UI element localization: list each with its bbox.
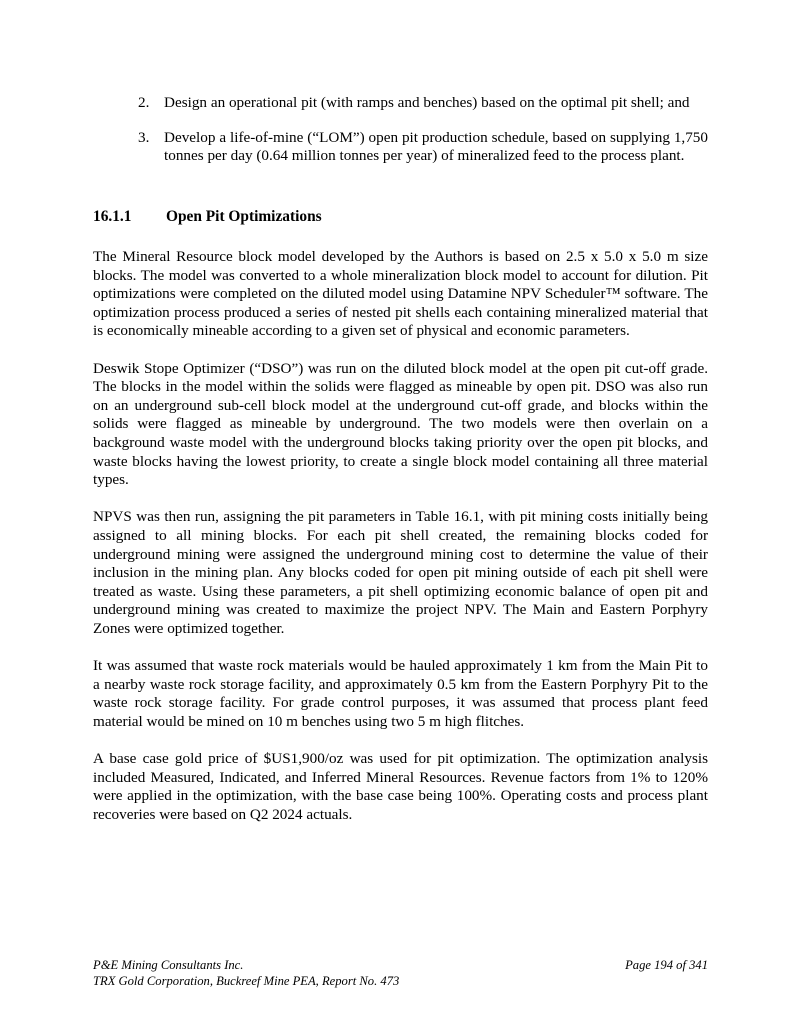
footer-company: P&E Mining Consultants Inc. xyxy=(93,958,244,972)
footer-report: TRX Gold Corporation, Buckreef Mine PEA, Report No. 473 xyxy=(93,974,400,988)
list-item xyxy=(138,94,708,113)
paragraph: It was assumed that waste rock materials would be hauled approximately 1 km from the Main Pit to a nearby waste rock storage facility, and approximately 0.5 km from the Eastern Porphyry Pit to the waste rock storage facility. For grade control purposes, it was assumed that process plant feed material would be mined on 10 m benches using two 5 m high flitches. xyxy=(93,657,708,730)
section-title: Open Pit Optimizations xyxy=(166,208,322,225)
page-footer xyxy=(93,957,708,989)
list-item xyxy=(138,129,708,166)
paragraph: Deswik Stope Optimizer (“DSO”) was run on the diluted block model at the open pit cut-off grade. The blocks in the model within the solids were flagged as mineable by open pit. DSO was also run on an underground sub-cell block model at the underground cut-off grade, and blocks within the solids were flagged as mineable by underground. The two models were then overlain on a background waste model with the underground blocks taking priority over the open pit blocks, and waste blocks having the lowest priority, to create a single block model containing all three material types. xyxy=(93,359,708,489)
footer-row xyxy=(93,957,708,973)
list-item-number: 2. xyxy=(138,94,150,111)
list-item-number: 3. xyxy=(138,128,150,146)
paragraph: NPVS was then run, assigning the pit parameters in Table 16.1, with pit mining costs initially being assigned to all mining blocks. For each pit shell created, the remaining blocks coded for underground mining were assigned the underground mining cost to determine the value of their inclusion in the mining plan. Any blocks coded for open pit mining outside of each pit shell were treated as waste. Using these parameters, a pit shell optimizing economic balance of open pit and underground mining was created to maximize the project NPV. The Main and Eastern Porphyry Zones were optimized together. xyxy=(93,508,708,637)
paragraph: The Mineral Resource block model developed by the Authors is based on 2.5 x 5.0 x 5.0 m size blocks. The model was converted to a whole mineralization block model to account for dilution. Pit optimizations were completed on the diluted model using Datamine NPV Scheduler™ software. The optimization process produced a series of nested pit shells each containing mineralized material that is economically mineable according to a given set of physical and economic parameters. xyxy=(93,248,708,340)
section-heading xyxy=(93,207,708,227)
section-number: 16.1.1 xyxy=(93,208,132,225)
list-item-text: Design an operational pit (with ramps and benches) based on the optimal pit shell; and xyxy=(164,94,690,111)
footer-page-number: Page 194 of 341 xyxy=(625,958,708,972)
list-item-text: Develop a life-of-mine (“LOM”) open pit production schedule, based on supplying 1,750 tonnes per day (0.64 million tonnes per year) of mineralized feed to the process plant. xyxy=(164,128,708,165)
paragraph: A base case gold price of $US1,900/oz was used for pit optimization. The optimization analysis included Measured, Indicated, and Inferred Mineral Resources. Revenue factors from 1% to 120% were applied in the optimization, with the base case being 100%. Operating costs and process plant recoveries were based on Q2 2024 actuals. xyxy=(93,750,708,823)
numbered-list xyxy=(138,94,708,182)
body-text xyxy=(93,248,708,843)
